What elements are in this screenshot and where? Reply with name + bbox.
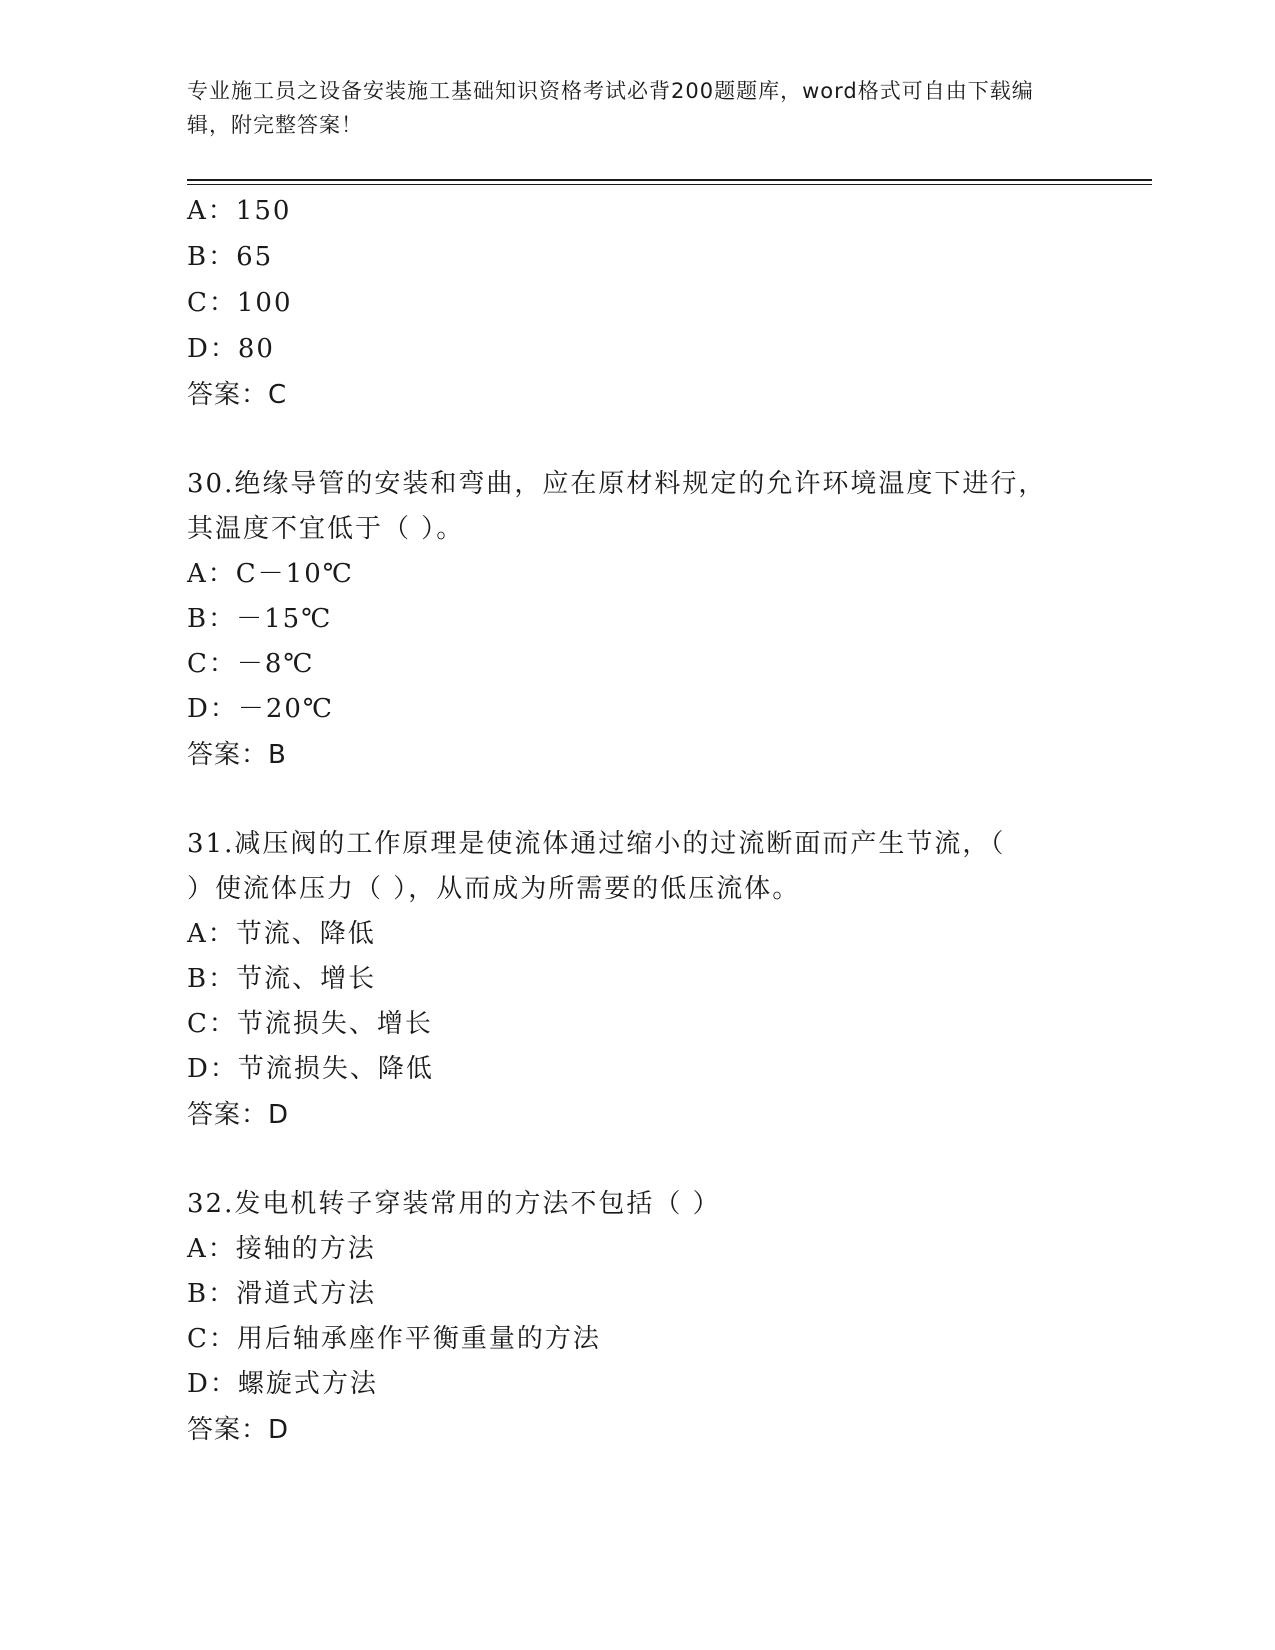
question-30 [187, 462, 1087, 778]
question-stem: 31.减压阀的工作原理是使流体通过缩小的过流断面而产生节流，（ [187, 829, 1006, 859]
document-header: 专业施工员之设备安装施工基础知识资格考试必背200题题库，word格式可自由下载编辑，附完整答案！ [187, 79, 1034, 137]
answer-line: 答案：B [187, 740, 287, 770]
header-rule-thick [187, 179, 1152, 181]
answer-line: 答案：D [187, 1415, 290, 1445]
option-c: C：100 [187, 288, 293, 318]
option-b: B：－15℃ [187, 604, 333, 634]
question-stem-continued: ）使流体压力（ ），从而成为所需要的低压流体。 [187, 874, 801, 904]
option-d: D：80 [187, 334, 275, 364]
option-c: C：用后轴承座作平衡重量的方法 [187, 1324, 601, 1354]
option-b: B：65 [187, 242, 274, 272]
answer-line: 答案：D [187, 1100, 290, 1130]
question-29-tail [187, 188, 1087, 418]
question-stem-continued: 其温度不宜低于（ ）。 [187, 514, 465, 544]
option-d: D：－20℃ [187, 694, 335, 724]
option-d: D：螺旋式方法 [187, 1369, 378, 1399]
option-a: A：接轴的方法 [187, 1234, 376, 1264]
option-c: C：－8℃ [187, 649, 315, 679]
question-stem: 32.发电机转子穿装常用的方法不包括（ ） [187, 1189, 721, 1219]
option-d: D：节流损失、降低 [187, 1054, 434, 1084]
option-a: A：150 [187, 196, 292, 226]
question-31 [187, 822, 1087, 1138]
option-a: A：C－10℃ [187, 559, 354, 589]
header-rule-thin [187, 184, 1152, 185]
answer-line: 答案：C [187, 380, 288, 410]
option-c: C：节流损失、增长 [187, 1009, 433, 1039]
option-b: B：滑道式方法 [187, 1279, 377, 1309]
question-32 [187, 1182, 1087, 1453]
option-a: A：节流、降低 [187, 919, 376, 949]
option-b: B：节流、增长 [187, 964, 377, 994]
question-stem: 30.绝缘导管的安装和弯曲，应在原材料规定的允许环境温度下进行， [187, 469, 1047, 499]
question-list [187, 188, 1087, 1453]
